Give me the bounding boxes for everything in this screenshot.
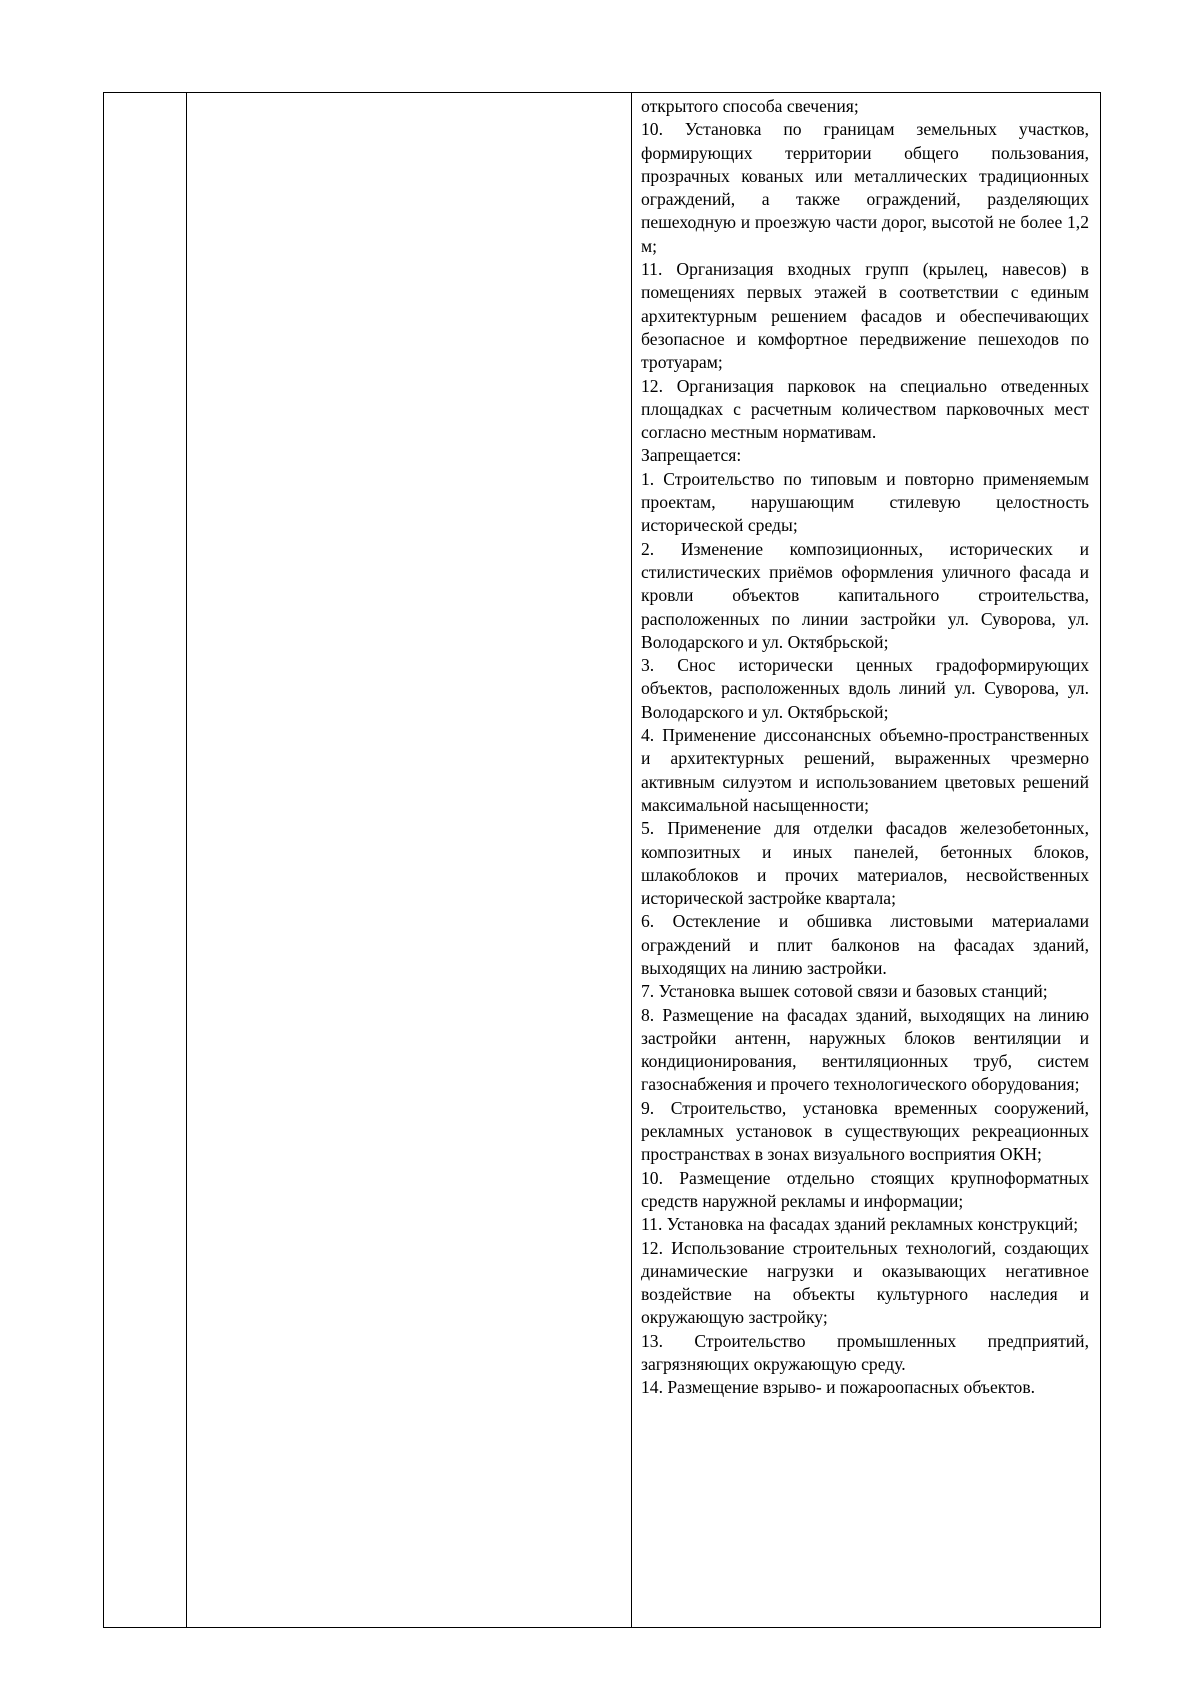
text-paragraph: 12. Использование строительных технологий, создающих динамические нагрузки и оказывающих негативное воздействие на объекты культурного наследия и окружающую застройку;: [641, 1237, 1089, 1328]
text-paragraph: 2. Изменение композиционных, исторических и стилистических приёмов оформления уличного фасада и кровли объектов капитального строительства, расположенных по линии застройки ул. Суворова, ул. Володарского и ул. Октябрьской;: [641, 538, 1089, 652]
column-divider-2: [631, 93, 632, 1627]
text-paragraph: 5. Применение для отделки фасадов железобетонных, композитных и иных панелей, бетонных блоков, шлакоблоков и прочих материалов, несвойственных исторической застройке квартала;: [641, 818, 1089, 909]
text-paragraph: 9. Строительство, установка временных сооружений, рекламных установок в существующих рекреационных пространствах в зонах визуального восприятия ОКН;: [641, 1097, 1089, 1165]
text-paragraph: 10. Размещение отдельно стоящих крупноформатных средств наружной рекламы и информации;: [641, 1167, 1089, 1211]
document-table: [103, 92, 1101, 1628]
text-paragraph: 10. Установка по границам земельных участков, формирующих территории общего пользования, прозрачных кованых или металлических традиционных ограждений, а также ограждений, разделяющих пешеходную и проезжую части дорог, высотой не более 1,2 м;: [641, 119, 1089, 256]
text-paragraph: 7. Установка вышек сотовой связи и базовых станций;: [641, 981, 1048, 1002]
regulations-text-cell: [641, 95, 1089, 1400]
text-paragraph: 1. Строительство по типовым и повторно применяемым проектам, нарушающим стилевую целостность исторической среды;: [641, 468, 1089, 536]
text-paragraph: 4. Применение диссонансных объемно-пространственных и архитектурных решений, выраженных чрезмерно активным силуэтом и использованием цветовых решений максимальной насыщенности;: [641, 725, 1089, 815]
text-paragraph: открытого способа свечения;: [641, 96, 859, 116]
text-paragraph: 13. Строительство промышленных предприятий, загрязняющих окружающую среду.: [641, 1330, 1089, 1375]
column-divider-1: [186, 93, 187, 1627]
text-paragraph: 11. Установка на фасадах зданий рекламных конструкций;: [641, 1214, 1079, 1235]
text-paragraph: 11. Организация входных групп (крылец, навесов) в помещениях первых этажей в соответствии с единым архитектурным решением фасадов и обеспечивающих безопасное и комфортное передвижение пешеходов по тротуарам;: [641, 259, 1089, 373]
text-paragraph: 6. Остекление и обшивка листовыми материалами ограждений и плит балконов на фасадах зданий, выходящих на линию застройки.: [641, 911, 1089, 978]
text-paragraph: 12. Организация парковок на специально отведенных площадках с расчетным количеством парковочных мест согласно местным нормативам.: [641, 375, 1089, 443]
prohibited-heading: Запрещается:: [641, 445, 742, 466]
text-paragraph: 8. Размещение на фасадах зданий, выходящих на линию застройки антенн, наружных блоков вентиляции и кондиционирования, вентиляционных труб, систем газоснабжения и прочего технологического оборудования;: [641, 1004, 1089, 1095]
text-paragraph: 3. Снос исторически ценных градоформирующих объектов, расположенных вдоль линий ул. Суворова, ул. Володарского и ул. Октябрьской;: [641, 655, 1089, 722]
text-paragraph: 14. Размещение взрыво- и пожароопасных объектов.: [641, 1377, 1036, 1398]
